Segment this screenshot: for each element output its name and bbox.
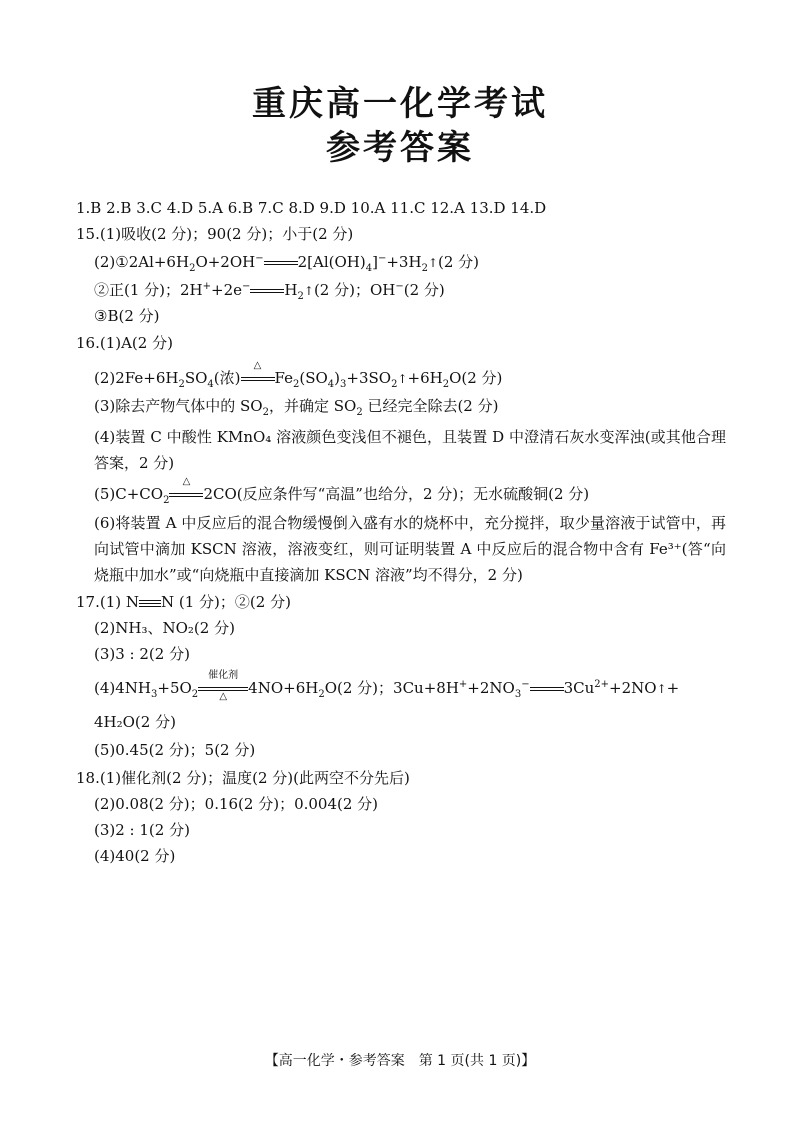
q17-line4: $(4)4NH_3+5O_2$ 催化剂 △ $4NO+6H_2O(2$ 分)；$3Cu+8H^++2NO_3^-$ $3Cu^{2+}+2NO↑+$ <box>94 670 680 702</box>
q16-line5: $(5)C+CO_2$ △ 2CO(反应条件写“高温”也给分，2 分)；无水硫酸铜(2 分) <box>94 476 590 506</box>
q18-line3: (3)2 : 1(2 分) <box>94 821 190 839</box>
q15-line3: ②正(1 分)；2H++2e− $H_2↑(2$ 分)；OH−(2 分) <box>94 281 445 302</box>
page-footer: 【高一化学・参考答案 第 1 页(共 1 页)】 <box>264 1053 536 1069</box>
page-title: 重庆高一化学考试 <box>252 84 548 124</box>
q16-line4: (4)装置 C 中酸性 KMnO₄ 溶液颜色变浅但不褪色，且装置 D 中澄清石灰水变浑浊(或其他合理答案，2 分) <box>94 428 726 472</box>
q17-line5: 4H₂O(2 分) <box>94 713 176 731</box>
equals-sign-heat: △ <box>169 485 203 505</box>
equals-sign <box>264 253 298 273</box>
q18-line4: (4)40(2 分) <box>94 847 176 865</box>
gas-arrow-icon: ↑ <box>303 284 314 298</box>
gas-arrow-icon: ↑ <box>656 682 667 696</box>
equals-sign <box>250 281 284 301</box>
q17-line3: (3)3 : 2(2 分) <box>94 645 190 663</box>
q16-line3: (3)除去产物气体中的 $SO_2$，并确定 $SO_2$ 已经完全除去(2 分) <box>94 397 499 418</box>
q16-line2: $(2)2Fe+6H_2SO_4$(浓) △ $Fe_2(SO_4)_3+3SO_2↑+6H_2O(2$ 分) <box>94 360 503 390</box>
q15-line4: ③B(2 分) <box>94 307 160 325</box>
page-subtitle: 参考答案 <box>326 128 474 168</box>
q16-line6: (6)将装置 A 中反应后的混合物缓慢倒入盛有水的烧杯中，充分搅拌，取少量溶液于试管中，再向试管中滴加 KSCN 溶液，溶液变红，则可证明装置 A 中反应后的混合物中含有 Fe³⁺(答“向烧瓶中加水”或“向烧瓶中直接滴加 KSCN 溶液”均不得分，2 分) <box>94 514 726 584</box>
q17-line6: (5)0.45(2 分)；5(2 分) <box>94 741 256 759</box>
mc-answers: 1.B 2.B 3.C 4.D 5.A 6.B 7.C 8.D 9.D 10.A 11.C 12.A 13.D 14.D <box>76 199 547 217</box>
equals-sign-heat: △ <box>241 369 275 389</box>
q18-line1: 18.(1)催化剂(2 分)；温度(2 分)(此两空不分先后) <box>76 769 410 787</box>
q15-line2: $(2)①2Al+6H_2O+2OH^-$ $2[Al(OH)_4]^-+3H_2↑(2$ 分) <box>94 253 480 274</box>
equals-sign-catalyst: 催化剂 △ <box>198 679 248 699</box>
q16-line1: 16.(1)A(2 分) <box>76 334 173 352</box>
triple-bond-icon <box>139 597 161 609</box>
gas-arrow-icon: ↑ <box>397 372 408 386</box>
equals-sign <box>530 679 564 699</box>
q15-line1: 15.(1)吸收(2 分)；90(2 分)；小于(2 分) <box>76 225 354 243</box>
q18-line2: (2)0.08(2 分)；0.16(2 分)；0.004(2 分) <box>94 795 379 813</box>
gas-arrow-icon: ↑ <box>427 256 438 270</box>
q17-line1: 17.(1) N N (1 分)；②(2 分) <box>76 593 291 611</box>
q17-line2: (2)NH₃、NO₂(2 分) <box>94 619 235 637</box>
